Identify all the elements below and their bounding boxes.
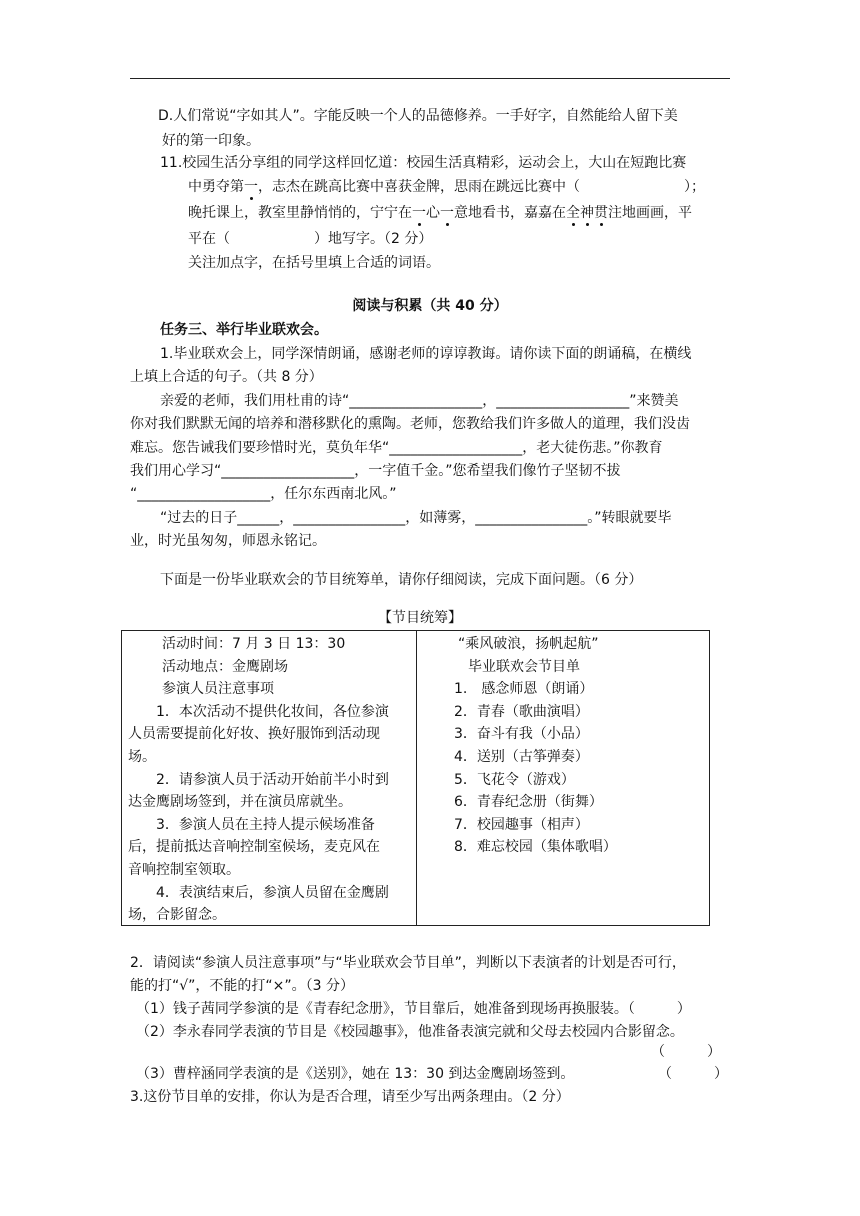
program-cell: [454, 633, 704, 859]
q1-line8: “过去的日子______，________________，如薄雾，________________。”转眼就要毕: [160, 510, 672, 526]
q11-text: ，志杰在跳高比赛中喜获金牌，思雨在跳远比赛中（: [258, 179, 580, 195]
answer-paren[interactable]: （ ）: [651, 1044, 721, 1060]
q1-line2: 上填上合适的句子。（共 8 分）: [130, 369, 323, 385]
q11-text: 中勇夺第: [188, 179, 244, 195]
q1-line7: “___________________，任尔东西南北风。”: [130, 486, 397, 502]
q11-instruction: 关注加点字，在括号里填上合适的词语。: [188, 255, 440, 271]
activity-venue: 活动地点：金鹰剧场: [162, 658, 288, 675]
notice-line: 2．请参演人员于活动开始前半小时到: [156, 771, 389, 788]
option-d-line2: 好的第一印象。: [162, 133, 260, 149]
q2-line1: 2．请阅读“参演人员注意事项”与“毕业联欢会节目单”，判断以下表演者的计划是否可行，: [130, 955, 686, 971]
activity-time: 活动时间：7 月 3 日 13：30: [162, 636, 346, 652]
notice-line: 达金鹰剧场签到，并在演员席就坐。: [128, 794, 352, 811]
q11-text: 心: [426, 205, 440, 221]
emphasis-char: 贯: [594, 205, 608, 221]
emphasis-char: 全: [566, 205, 580, 221]
q11-line2: [188, 177, 705, 197]
q1-line3: 亲爱的老师，我们用杜甫的诗“___________________，___________________”来赞美: [160, 393, 679, 409]
task3-title: 任务三、举行毕业联欢会。: [160, 322, 328, 338]
program-item: 5．飞花令（游戏）: [454, 771, 575, 788]
program-item: 1. 感念师恩（朗诵）: [454, 681, 594, 698]
program-item: 3．奋斗有我（小品）: [454, 726, 589, 743]
answer-paren[interactable]: （ ）: [658, 1066, 728, 1082]
q1-line6: 我们用心学习“___________________，一字值千金。”您希望我们像竹子坚韧不拔: [130, 463, 621, 479]
emphasis-char: 神: [580, 205, 594, 221]
q3-line: 3.这份节目单的安排，你认为是否合理，请至少写出两条理由。（2 分）: [130, 1089, 570, 1105]
q11-line1: 11.校园生活分享组的同学这样回忆道：校园生活真精彩，运动会上，大山在短跑比赛: [160, 155, 687, 171]
notice-line: 场。: [128, 748, 156, 765]
program-item: 2．青春（歌曲演唱）: [454, 703, 589, 720]
q2-item2: （2）李永春同学表演的节目是《校园趣事》，他准备表演完就和父母去校园内合影留念。: [136, 1024, 684, 1040]
q11-line4: 平在（ ）地写字。（2 分）: [188, 231, 433, 247]
q11-text: 意地看书，嘉嘉在: [454, 205, 566, 221]
table-divider: [416, 631, 417, 925]
header-rule: [130, 78, 730, 79]
program-list-title: 毕业联欢会节目单: [468, 658, 580, 675]
notice-heading: 参演人员注意事项: [162, 681, 274, 698]
q11-text: 晚托课上，教室里静悄悄的，宁宁在: [188, 205, 412, 221]
program-table: [121, 630, 710, 926]
q1-line4: 你对我们默默无闻的培养和潜移默化的熏陶。老师，您教给我们许多做人的道理，我们没齿: [130, 416, 690, 432]
program-item: 6．青春纪念册（街舞）: [454, 794, 603, 811]
option-d-line1: D.人们常说“字如其人”。字能反映一个人的品德修养。一手好字，自然能给人留下美: [158, 108, 678, 124]
program-intro: 下面是一份毕业联欢会的节目统筹单，请你仔细阅读，完成下面问题。（6 分）: [160, 572, 643, 588]
notice-cell: [128, 633, 412, 927]
program-slogan: “乘风破浪，扬帆起航”: [458, 636, 599, 652]
emphasis-char: 一: [412, 205, 426, 221]
notice-line: 场，合影留念。: [128, 907, 226, 924]
notice-line: 4．表演结束后，参演人员留在金鹰剧: [156, 884, 389, 901]
q1-line5: 难忘。您告诫我们要珍惜时光，莫负年华“___________________，老大徒伤悲。”你教育: [130, 440, 663, 456]
notice-line: 人员需要提前化好妆、换好服饰到活动现: [128, 726, 380, 743]
q2-item3: （3）曹梓涵同学表演的是《送别》，她在 13：30 到达金鹰剧场签到。: [136, 1066, 575, 1082]
notice-line: 音响控制室领取。: [128, 861, 240, 878]
q1-line9: 业，时光虽匆匆，师恩永铭记。: [130, 533, 326, 549]
q11-text: ）；: [684, 179, 705, 195]
notice-line: 1．本次活动不提供化妆间，各位参演: [156, 703, 389, 720]
emphasis-char: 一: [440, 205, 454, 221]
section-title: 阅读与积累（共 40 分）: [352, 298, 508, 314]
program-item: 8．难忘校园（集体歌唱）: [454, 839, 617, 856]
notice-line: 后，提前抵达音响控制室候场，麦克风在: [128, 839, 380, 856]
q2-item1: （1）钱子茜同学参演的是《青春纪念册》，节目靠后，她准备到现场再换服装。（ ）: [136, 1001, 691, 1017]
notice-line: 3．参演人员在主持人提示候场准备: [156, 816, 375, 833]
q1-line1: 1.毕业联欢会上，同学深情朗诵，感谢老师的谆谆教诲。请你读下面的朗诵稿，在横线: [160, 346, 692, 362]
emphasis-char: 一: [244, 179, 258, 195]
program-item: 7．校园趣事（相声）: [454, 816, 589, 833]
q2-line2: 能的打“√”，不能的打“×”。（3 分）: [130, 978, 355, 994]
program-item: 4．送别（古筝弹奏）: [454, 748, 589, 765]
q11-line3: [188, 203, 692, 223]
q11-text: 注地画画，平: [608, 205, 692, 221]
table-title: 【节目统筹】: [378, 610, 462, 626]
